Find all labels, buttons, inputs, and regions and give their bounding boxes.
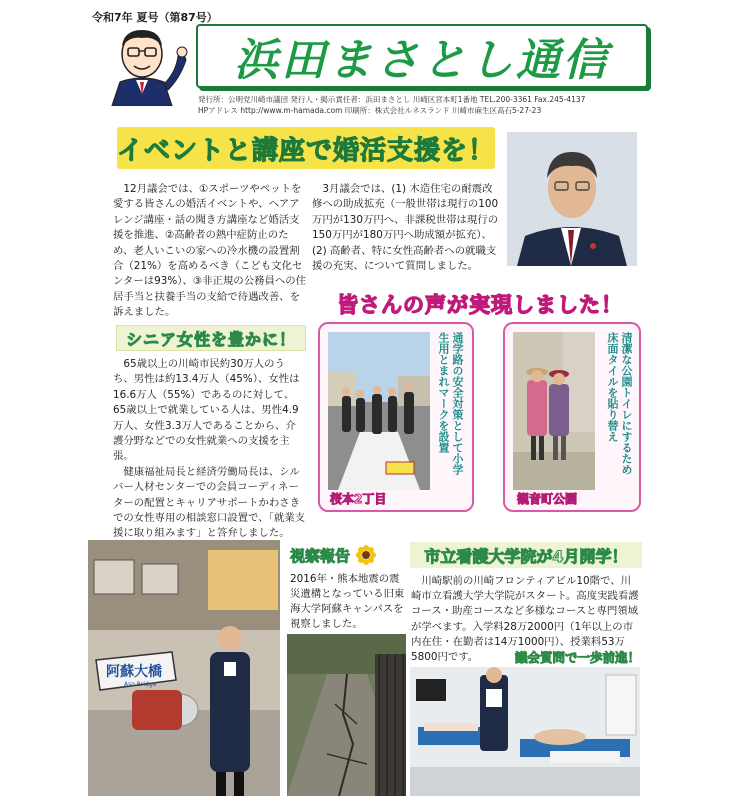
damaged-road-photo (287, 634, 406, 796)
aso-campus-photo (88, 540, 280, 796)
card2-vertical-text: 清潔な公園トイレにするため床面タイルを貼り替え (606, 332, 633, 475)
newsletter-title-banner (196, 24, 648, 88)
headline: イベントと講座で婚活支援を！ (117, 135, 496, 166)
voices-title: 皆さんの声が実現しました！ (337, 293, 623, 317)
crosswalk-photo (328, 332, 430, 490)
newsletter-title: 浜田まさとし通信 (234, 35, 610, 86)
inspection-text: 2016年・熊本地震の震災遺構となっている旧東海大学阿蘇キャンパスを視察しました。 (290, 573, 405, 630)
nursing-lab-photo (410, 667, 640, 796)
voices-card-crosswalk (318, 322, 474, 512)
article-column-2: 3月議会では、(1) 木造住宅の耐震改修への助成拡充（一般世帯は現行の100万円が130万円へ、非課税世帯は現行の150万円が180万円へ助成額が拡充）、(2) 高齢者、特に女性高齢者への就職支援の充実、について質問しました。 (312, 183, 499, 273)
aso-sign-text: 阿蘇大橋 (106, 664, 162, 680)
issue-number: 令和7年 夏号（第87号） (92, 11, 218, 24)
senior-article (113, 357, 305, 542)
senior-paragraph-1: 65歳以上の川崎市民約30万人のうち、男性は約13.4万人（45%）、女性は16.6万人（55%）であるのに対して、65歳以上で就業している人は、男性4.9万人、女性3.3万人であることから、介護分野などでの女性就業への支援を主張。 (113, 358, 300, 463)
senior-paragraph-2: 健康福祉局長と経済労働局長は、シルバー人材センターでの会員コーディネーターの配置とキャリアサポートかわさきでの女性専用の相談窓口設置で、「就業支援に取り組みます」と答弁しました。 (113, 465, 306, 540)
card1-location: 桜本2丁目 (330, 492, 387, 506)
aso-sign-sub: Aso Bridge (124, 681, 157, 688)
portrait-photo (507, 132, 637, 266)
nursing-text: 川崎駅前の川崎フロンティアビル10階で、川崎市立看護大学大学院がスタート。高度実践看護コース・助産コースなど多様なコースと専門領域が学べます。入学料28万2000円（1年以上の市内在住・在勤者は14万1000円）、授業料53万5800円です。 (411, 575, 639, 664)
question-tagline: 議会質問で一歩前進！ (514, 650, 640, 665)
sunflower-icon (356, 545, 376, 565)
nursing-title: 市立看護大学院が4月開学！ (424, 546, 628, 566)
park-toilet-photo (513, 332, 595, 490)
headline-banner (117, 127, 495, 169)
article-column-1: 12月議会では、①スポーツやペットを愛する皆さんの婚活イベントや、ヘアアレンジ講座・話の聞き方講座など婚活支援を推進、②高齢者の熱中症防止のため、老人いこいの家への冷水機の設置割合（21%）を高めるべき（こども文化センターは93%）、③非正規の公務員への住居手当と扶養手当の支給で待遇改善、を訴えました。 (113, 183, 307, 319)
publisher-line: 発行所：公明党川崎市議団 発行人・掲示責任者：浜田まさとし 川崎区宮本町1番地 TEL.200-3361 Fax.245-4137 (198, 95, 586, 104)
inspection-title: 視察報告 (290, 546, 351, 565)
inspection-banner (290, 543, 402, 567)
voices-card-toilet (503, 322, 641, 512)
voices-banner (320, 288, 640, 320)
cartoon-mascot-icon (98, 24, 190, 106)
card2-location: 観音町公園 (517, 492, 578, 506)
card1-vertical-text: 通学路の安全対策として小学生用とまれマークを設置 (437, 332, 464, 475)
senior-section-title: シニア女性を豊かに！ (125, 329, 296, 349)
senior-section-banner (116, 325, 306, 351)
nursing-banner (410, 542, 642, 568)
website-line: HPアドレス http://www.m-hamada.com 印刷所：株式会社ルネスランド 川崎市麻生区高石5-27-23 (198, 106, 542, 115)
question-banner (478, 648, 640, 666)
